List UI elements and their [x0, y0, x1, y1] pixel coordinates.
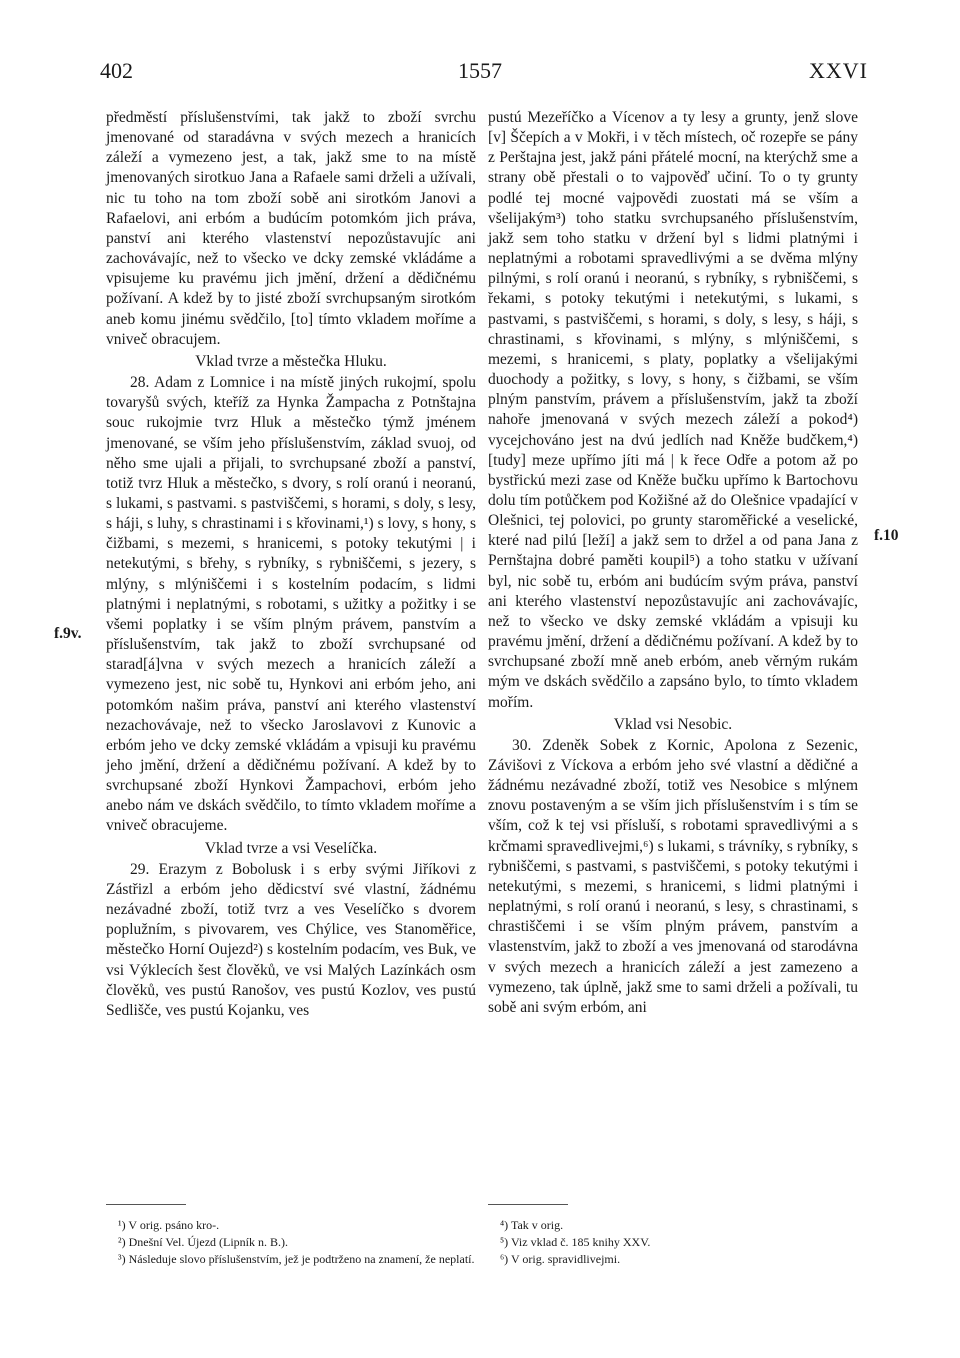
entry-30: 30. Zdeněk Sobek z Kornic, Apolona z Sezenic, Závišovi z Víckova a erbóm jeho své vlastní a dědičné a žádnému nezávadné zboží, totiž ves Nesobice s mlýnem znovu postaveným a se vším jich příslušenstvím i s tím se vším, což k tej vsi přísluší, s robotami spravedlivými a s krčmami spravedlivejmi,⁶) s lukami, s trávníky, s rybníky, s rybniščemi, s pastvami, s pastviščemi, s potoky tekutými i netekutými, s mezemi, s hranicemi, s lidmi platnými i neplatnými, s rolí oranú i neoranú, s lesy, s chrastinami, s chrastiščemi i se vším plným právem, panstvím a vlastenstvím, jakž to zboží a ves jmenovaná od starodávna v svých mezech a hranicích záleží a jest zamezeno a vymezeno, tak úplně, jakž sme to sami drželi a požívali, tu sobě ani svým erbóm, ani	[488, 736, 858, 1016]
footnote-3: ³) Následuje slovo příslušenstvím, jež je podtrženo na znamení, že neplatí.	[118, 1252, 475, 1266]
footnote-4: ⁴) Tak v orig.	[500, 1218, 564, 1232]
paragraph-continued: předměstí příslušenstvími, tak jakž to zboží svrchu jmenované od staradávna v svých mezech a hranicích záleží a vymezeno jest, a tak, jakž sme to na místě jmenovaných sirotkuo Jana a Rafaele sami drželi a užívali, nic tu toho na tom zboží sobě ani sirotkóm Janovi a Rafaelovi, ani erbóm a budúcím potomkóm jich práva, panství ani kterého vlastenství nepozůstavujíc ani zachovávajíc, než to všecko ve dcky zemské vkládáme a vpisujeme ku pravému jich jmění, držení a dědičnému požívaní. A kdež by to jisté zboží svrchupsaným sirotkóm aneb komu jinému svědčilo, [to] tímto vkladem moříme a vniveč obracujem.	[106, 109, 476, 348]
footnote-6: ⁶) V orig. spravidlivejmi.	[500, 1252, 621, 1266]
footnote-2: ²) Dnešní Vel. Újezd (Lipník n. B.).	[118, 1235, 289, 1249]
page-year: 1557	[458, 58, 502, 83]
margin-note-left: f.9v.	[54, 625, 82, 642]
right-column	[488, 108, 858, 1018]
footnotes-left	[106, 1217, 476, 1268]
section-number: XXVI	[809, 58, 868, 83]
page-number: 402	[100, 58, 133, 83]
entry-29: 29. Erazym z Bobolusk i s erby svými Jiříkovi z Zástřizl a erbóm jeho dědicství své vlastní, žádnému nezávadné zboží, totiž tvrz a ves Veselíčko s dvorem poplužním, s pivovarem, ves Chýlice, ves Stanoměřice, městečko Horní Oujezd²) s kostelním podacím, ves Buk, ve vsi Výklecích šest člověků, ve vsi Malých Lazínkách osm člověků, ves pustú Ranošov, ves pustú Kozlov, ves pustú Sedlišče, ves pustú Kojanku, ves	[106, 860, 476, 1019]
margin-note-right: f.10	[874, 527, 899, 544]
footnote-divider-left	[106, 1204, 186, 1205]
footnotes-right	[488, 1217, 858, 1268]
entry-heading-30: Vklad vsi Nesobic.	[613, 715, 733, 733]
footnote-divider-right	[488, 1204, 568, 1205]
entry-heading-28: Vklad tvrze a městečka Hluku.	[195, 352, 387, 370]
footnote-1: ¹) V orig. psáno kro-.	[118, 1218, 220, 1232]
entry-heading-29: Vklad tvrze a vsi Veselíčka.	[204, 839, 378, 857]
paragraph-continued-right: pustú Mezeříčko a Vícenov a ty lesy a grunty, jenž slove [v] Ščepích a v Mokři, i v těch místech, oč rozepře se pány z Perštajna jest, jakž páni přátelé mocní, na kterýchž sme a strany obě přestali o to vajpověď učiní. To o ty grunty podlé tej mocné vajpovědi zuostati má se vším a všelijakým³) toho statku svrchupsaného příslušenstvím, jakž sem toho statku v držení byl s lidmi platnými i neplatnými a robotami spravedlivými a se dvěma mlýny pilnými, s rolí oranú i neoranú, s rybníky, s rybniščemi, s řekami, s potoky tekutými i netekutými, s lukami, s pastvami, s pastviščemi, s horami, s doly, s lesy, s háji, s chrastinami, s křovinami, s mlýny, s mlýniščemi, s mezemi, s hranicemi, s platy, poplatky a všelijakými duochody a požitky, s lovy, s hony, s čižbami, se vším plným panstvím, právem a příslušenstvím, jakž ta zboží nahoře jmenovaná v svých mezech záleží a pokod⁴) vycejchováno jest na dvú jedlích nad Kněže budčkem,⁴) [tudy] meze upřímo jíti má | k řece Odře a potom až po bystřickú mezi zase od Kněže bučku upřímo k Bartochovu dolu tím potůčkem pod Kožišné až do Olešnice vpadající v Olešnici, tej polovici, po grunty staroměřické a veselické, které nad pilú [leží] a jakž sem to držel a od pana Jana z Pernštajna dobré paměti koupil⁵) a toho statku v užívaní byl, nic sobě tu, erbóm ani budúcím svým práva, panství ani kterého vlastenství nepozůstavujíc ani zachovávajíc, než to všecko ve dsky zemské vkládám a vpisuji ku pravému jmění, držení a dědičnému požívaní. A kdež by to svrchupsané zboží mně aneb erbóm, aneb věrným rukám mým ve dskách svědčilo a zapsáno bylo, to tímto vkladem mořím.	[488, 109, 858, 711]
left-column	[106, 108, 476, 1021]
footnote-5: ⁵) Viz vklad č. 185 knihy XXV.	[500, 1235, 651, 1249]
entry-28: 28. Adam z Lomnice i na místě jiných rukojmí, spolu tovaryšů svých, kteříž za Hynka Žampacha z Potnštajna souc rukojmie tvrz Hluk a městečko týmž jménem jmenované, se vším jeho příslušenstvím, základ svuoj, od něho sme ujali a přijali, to svrchupsané zboží a panství, totiž tvrz Hluk a městečko, s dvory, s rolí oranú i neoranú, s lukami, s pastvami. s pastviščemi, s horami, s doly, s lesy, s háji, s luhy, s chrastinami i s křovinami,¹) s lovy, s hony, s čižbami, s mezemi, s hranicemi, s potoky tekutými | i netekutými, s břehy, s rybníky, s rybniščemi, s jezery, s mlýny, s mlýniščemi i s kostelním podacím, s lidmi platnými i neplatnými, s robotami, s užitky a požitky i se všemi poplatky i se vším plným právem, panstvím a příslušenstvím, tak jakž to zboží svrchupsané od starad[á]vna v svých mezech a hranicích záleží a vymezeno jest, nic sobě tu, Hynkovi ani erbóm jeho, ani potomkóm našim práva, panství ani kterého vlastenství nezachovávaje, než to všecko Jaroslavovi z Kunovic a erbóm jeho ve dcky zemské vkládám a vpisuji ku pravému jeho jmění, držení a dědičnému požívaní. A kdež by to svrchupsané zboží Hynkovi Žampachovi, erbóm jeho anebo nám ve dskách svědčilo, to tímto vkladem moříme a vniveč obracujeme.	[106, 374, 476, 835]
